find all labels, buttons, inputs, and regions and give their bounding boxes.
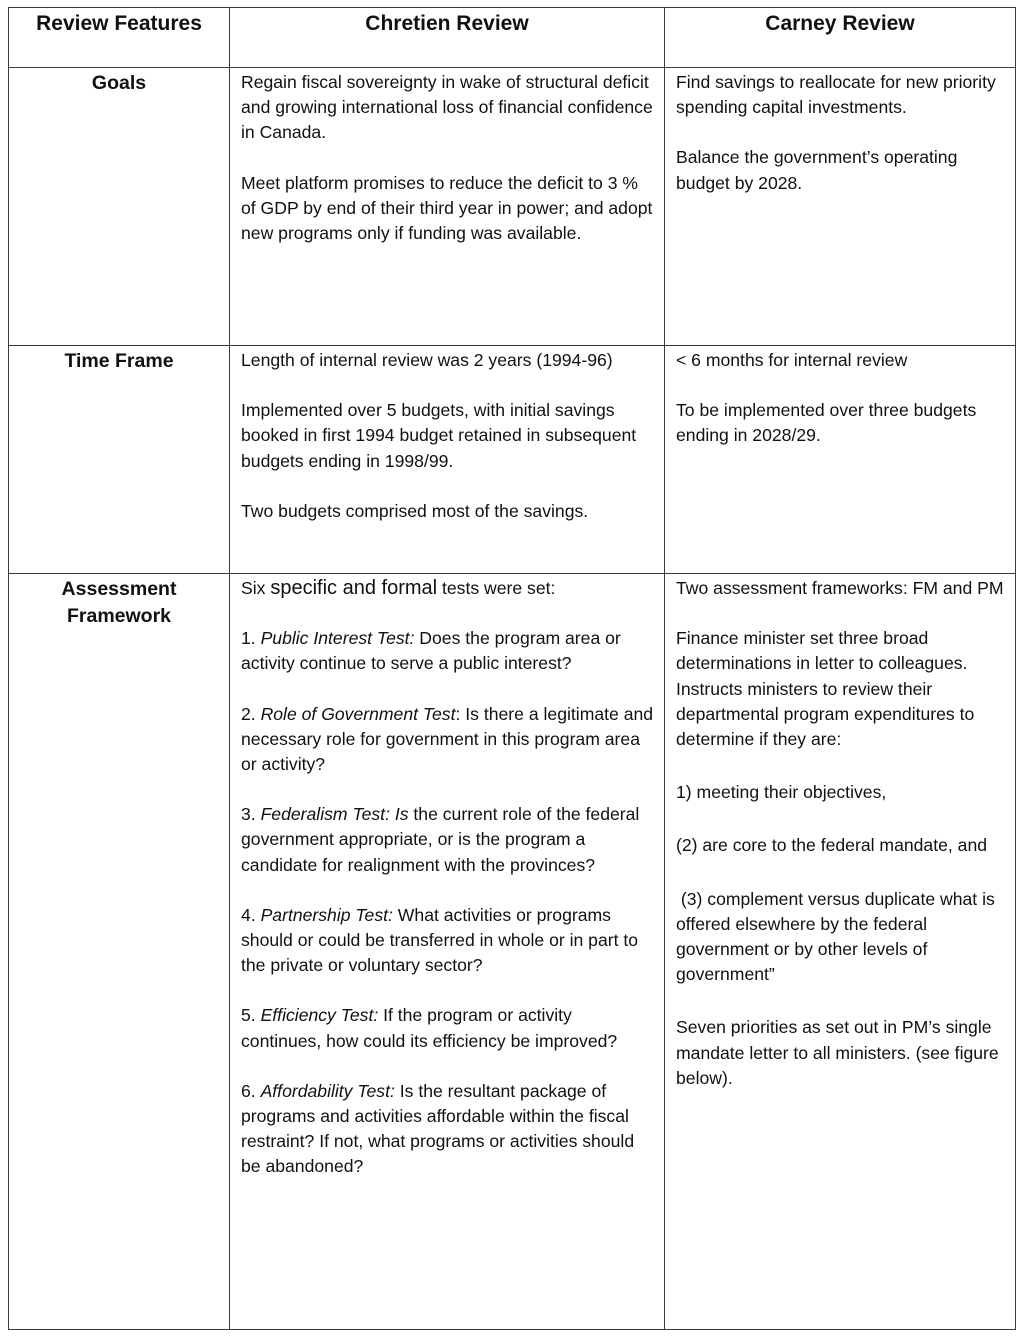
feature-time-frame: Time Frame bbox=[9, 346, 230, 574]
test-number: 1. bbox=[241, 628, 261, 649]
test-text: Does the program area or activity continue to serve a public interest? bbox=[241, 628, 621, 674]
intro-part-c: tests were set: bbox=[437, 578, 556, 598]
test-text: : Is there a legitimate and necessary role for government in this program area or activity? bbox=[241, 703, 654, 775]
chretien-goals-cell bbox=[230, 68, 665, 346]
comparison-table bbox=[8, 7, 1016, 1330]
chretien-tests-intro bbox=[241, 576, 656, 601]
feature-assessment-framework bbox=[9, 574, 230, 1330]
intro-part-b: specific and formal bbox=[270, 577, 438, 599]
test-item bbox=[241, 1003, 656, 1053]
goals-row bbox=[9, 68, 1016, 346]
intro-part-a: Six bbox=[241, 578, 271, 598]
carney-assessment-para-5: (3) complement versus duplicate what is offered elsewhere by the federal government or by other levels of government” bbox=[676, 888, 1000, 985]
chretien-time-para-3: Two budgets comprised most of the savings. bbox=[241, 500, 589, 521]
test-name: Affordability Test: bbox=[260, 1080, 395, 1101]
header-chretien-review: Chretien Review bbox=[230, 8, 665, 68]
feature-assessment-line-1: Assessment bbox=[61, 578, 177, 600]
test-item bbox=[241, 802, 656, 878]
time-frame-row bbox=[9, 346, 1016, 574]
feature-goals: Goals bbox=[9, 68, 230, 346]
carney-goals-para-1: Find savings to reallocate for new priority spending capital investments. bbox=[676, 72, 996, 118]
test-number: 5. bbox=[241, 1005, 261, 1026]
carney-assessment-para-2: Finance minister set three broad determinations in letter to colleagues. Instructs ministers to review their departmental program expenditures to determine if they are: bbox=[676, 628, 975, 750]
test-name: Role of Government Test bbox=[260, 703, 456, 724]
test-name: Partnership Test: bbox=[260, 904, 393, 925]
carney-time-cell bbox=[665, 346, 1016, 574]
carney-assessment-para-1: Two assessment frameworks: FM and PM bbox=[676, 578, 1004, 598]
header-carney-review: Carney Review bbox=[665, 8, 1016, 68]
test-item bbox=[241, 626, 656, 676]
test-number: 2. bbox=[241, 703, 261, 724]
chretien-assessment-cell bbox=[230, 574, 665, 1330]
test-text: What activities or programs should or could be transferred in whole or in part to the private or voluntary sector? bbox=[241, 904, 639, 976]
test-name: Public Interest Test: bbox=[260, 628, 415, 649]
test-item bbox=[241, 702, 656, 778]
feature-assessment-line-2: Framework bbox=[66, 605, 172, 627]
carney-time-para-2: To be implemented over three budgets ending in 2028/29. bbox=[676, 400, 977, 446]
test-name: Efficiency Test: bbox=[260, 1005, 379, 1026]
chretien-time-para-1: Length of internal review was 2 years (1994-96) bbox=[241, 350, 613, 370]
header-review-features: Review Features bbox=[9, 8, 230, 68]
carney-assessment-para-6: Seven priorities as set out in PM’s single mandate letter to all ministers. (see figure below). bbox=[676, 1017, 999, 1088]
test-number: 6. bbox=[241, 1080, 261, 1101]
test-number: 3. bbox=[241, 804, 261, 825]
chretien-time-para-2: Implemented over 5 budgets, with initial savings booked in first 1994 budget retained in subsequent budgets ending in 1998/99. bbox=[241, 400, 637, 471]
assessment-framework-row bbox=[9, 574, 1016, 1330]
test-name: Federalism Test: Is bbox=[260, 804, 409, 825]
carney-assessment-para-4: (2) are core to the federal mandate, and bbox=[676, 835, 988, 856]
carney-assessment-para-3: 1) meeting their objectives, bbox=[676, 782, 887, 803]
test-item bbox=[241, 903, 656, 979]
carney-time-para-1: < 6 months for internal review bbox=[676, 350, 908, 370]
test-number: 4. bbox=[241, 904, 261, 925]
test-text: Is the resultant package of programs and activities affordable within the fiscal restraint? If not, what programs or activities should be abandoned? bbox=[241, 1080, 635, 1177]
carney-assessment-cell bbox=[665, 574, 1016, 1330]
chretien-time-cell bbox=[230, 346, 665, 574]
test-text: the current role of the federal government appropriate, or is the program a candidate for realignment with the provinces? bbox=[241, 804, 640, 875]
chretien-goals-para-2: Meet platform promises to reduce the deficit to 3 % of GDP by end of their third year in power; and adopt new programs only if funding was available. bbox=[241, 172, 653, 244]
test-item bbox=[241, 1079, 656, 1180]
carney-goals-cell bbox=[665, 68, 1016, 346]
carney-goals-para-2: Balance the government’s operating budget by 2028. bbox=[676, 147, 958, 193]
chretien-goals-para-1: Regain fiscal sovereignty in wake of structural deficit and growing international loss of financial confidence in Canada. bbox=[241, 72, 653, 143]
test-text: If the program or activity continues, how could its efficiency be improved? bbox=[241, 1005, 618, 1051]
header-row bbox=[9, 8, 1016, 68]
